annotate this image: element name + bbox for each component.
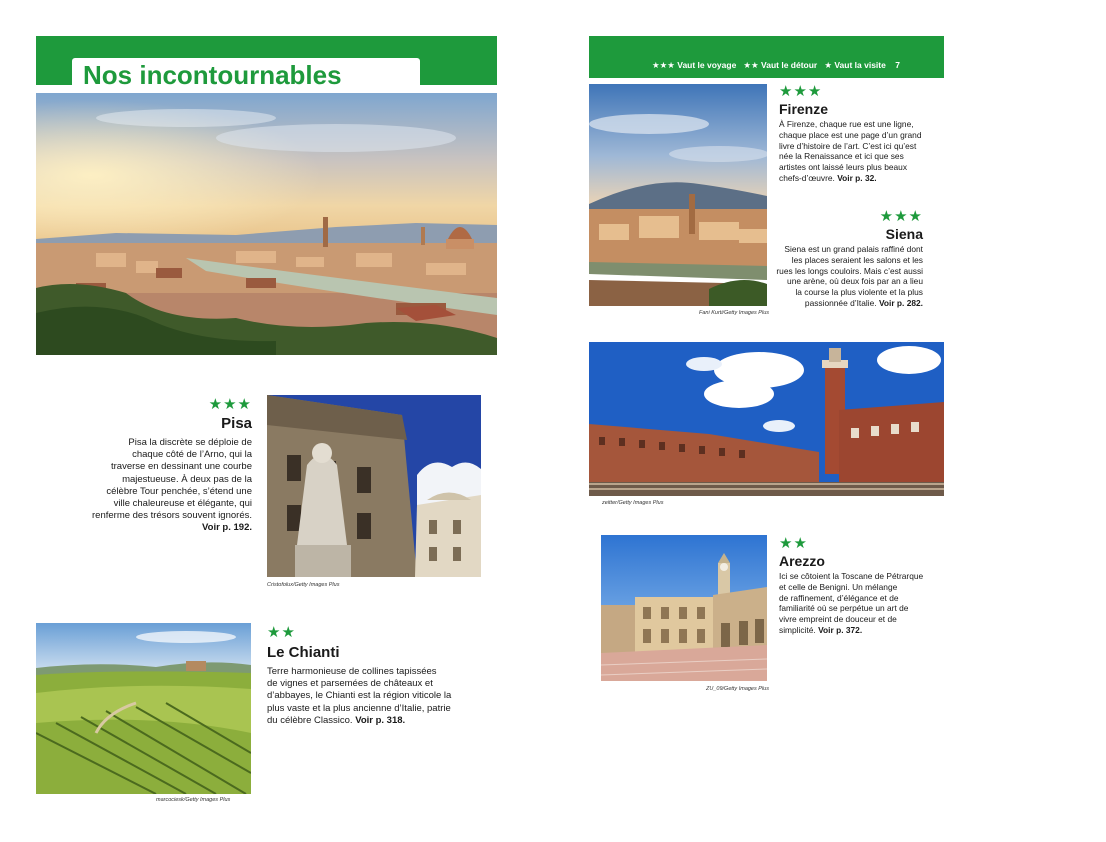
right-header-band <box>589 36 944 78</box>
arezzo-text-line: de raffinement, d’élégance et de <box>779 592 899 603</box>
pisa-text-line: renferme des trésors souvent ignorés. <box>92 510 252 522</box>
siena-text-line: la course la plus violente et la plus <box>795 287 923 298</box>
firenze-text-line: livre d’histoire de l’art. C’est ici qu’est <box>779 140 917 151</box>
siena-page-ref: Voir p. 282. <box>878 297 923 308</box>
firenze-text-line: artistes ont laissé leurs plus beaux <box>779 162 908 173</box>
arezzo-photo <box>601 535 767 681</box>
arezzo-text-line: Ici se côtoient la Toscane de Pétrarque <box>779 571 924 581</box>
legend-2-stars: ★★ <box>743 60 759 70</box>
arezzo-text-line: familiarité où se perpétue un art de <box>779 603 909 614</box>
pisa-text-line: ville chaleureuse et élégante, qui <box>113 498 252 510</box>
chianti-rating-stars: ★★ <box>267 624 296 641</box>
arezzo-description <box>779 571 939 636</box>
siena-title: Siena <box>885 226 923 242</box>
pisa-photo-credit: Cristofolux/Getty Images Plus <box>267 582 340 588</box>
arezzo-text-line: vivre empreint de douceur et de <box>779 614 897 625</box>
pisa-rating-stars: ★★★ <box>208 396 252 413</box>
pisa-text-line: traverse en dessinant une courbe <box>110 461 252 473</box>
pisa-description <box>62 437 252 535</box>
firenze-text-line: née la Renaissance et ici que ses <box>779 151 904 162</box>
siena-text-line: Siena est un grand palais raffiné dont <box>784 244 923 254</box>
pisa-page-ref: Voir p. 192. <box>202 522 252 534</box>
legend-1-label: Vaut la visite <box>834 60 886 70</box>
arezzo-title: Arezzo <box>779 553 825 569</box>
siena-text-line: une arène, où deux fois par an a lieu <box>787 276 923 287</box>
siena-text-line: passionnée d’Italie. <box>804 297 877 308</box>
pisa-text-line: chaque côté de l’Arno, qui la <box>132 449 252 461</box>
firenze-text-line: chaque place est une page d’un grand <box>779 129 922 140</box>
page-title: Nos incontournables <box>72 58 420 92</box>
firenze-page-ref: Voir p. 32. <box>837 172 877 183</box>
pisa-text-line: majestueuse. À deux pas de la <box>122 473 252 485</box>
siena-rating-stars: ★★★ <box>879 208 923 225</box>
chianti-text-line: du célèbre Classico. <box>267 714 353 726</box>
legend-3-label: Vaut le voyage <box>677 60 737 70</box>
pisa-text-line: célèbre Tour penchée, s’étend une <box>106 485 252 497</box>
legend-2-label: Vaut le détour <box>761 60 818 70</box>
firenze-description <box>779 119 939 184</box>
siena-text-line: les places seraient les salons et les <box>791 254 923 265</box>
pisa-photo <box>267 395 481 577</box>
firenze-rating-stars: ★★★ <box>779 83 823 100</box>
arezzo-text-line: et celle de Benigni. Un mélange <box>779 581 898 592</box>
siena-photo-credit: zeitter/Getty Images Plus <box>602 500 664 506</box>
star-legend <box>652 60 900 71</box>
firenze-photo <box>589 84 767 306</box>
firenze-text-line: chefs-d’œuvre. <box>779 172 835 183</box>
arezzo-photo-credit: ZU_09/Getty Images Plus <box>706 686 769 692</box>
page-number: 7 <box>895 60 901 70</box>
pisa-title: Pisa <box>221 415 252 432</box>
chianti-page-ref: Voir p. 318. <box>355 714 406 726</box>
pisa-text-line: Pisa la discrète se déploie de <box>128 437 252 448</box>
siena-photo <box>589 342 944 496</box>
legend-3-stars: ★★★ <box>652 60 675 70</box>
chianti-description <box>267 666 487 727</box>
arezzo-page-ref: Voir p. 372. <box>818 624 863 635</box>
firenze-title: Firenze <box>779 101 829 117</box>
florence-panorama-photo <box>36 93 497 355</box>
chianti-text-line: plus vaste et la plus ancienne d’Italie, patrie <box>267 702 451 714</box>
chianti-title: Le Chianti <box>267 644 340 661</box>
chianti-photo <box>36 623 251 794</box>
firenze-photo-credit: Fani Kurti/Getty Images Plus <box>699 310 769 316</box>
siena-text-line: rues les longs couloirs. Mais c’est aussi <box>776 265 923 276</box>
chianti-text-line: Terre harmonieuse de collines tapissées <box>267 666 437 677</box>
chianti-text-line: d’abbayes, le Chianti est la région viticole la <box>267 690 452 702</box>
chianti-photo-credit: marcociesk/Getty Images Plus <box>156 797 231 803</box>
arezzo-rating-stars: ★★ <box>779 535 808 552</box>
siena-description <box>763 244 923 309</box>
firenze-text-line: À Firenze, chaque rue est une ligne, <box>779 119 914 129</box>
chianti-text-line: de vignes et parsemées de châteaux et <box>267 678 433 690</box>
legend-1-star: ★ <box>824 60 832 70</box>
arezzo-text-line: simplicité. <box>779 624 816 635</box>
